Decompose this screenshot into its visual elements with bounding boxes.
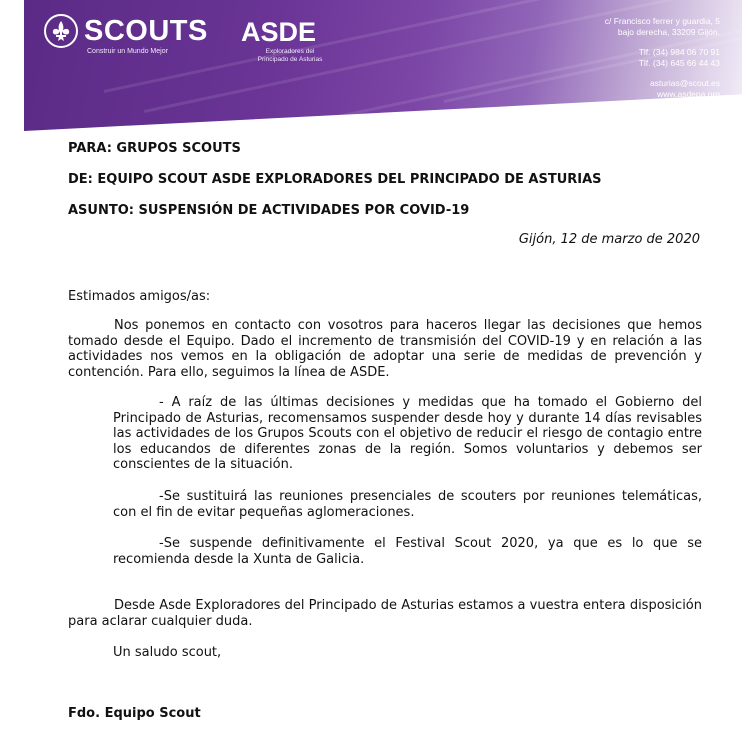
greeting: Estimados amigos/as: — [68, 289, 211, 304]
phone-number: Tlf. (34) 984 06 70 91 — [638, 47, 720, 57]
signature: Fdo. Equipo Scout — [68, 706, 201, 721]
email-address: asturias@scout.es — [649, 78, 720, 88]
measure-paragraph-1: - A raíz de las últimas decisiones y medidas que ha tomado el Gobierno del Principado de Asturias, recomensamos suspender desde hoy y durante 14 días revisables las actividades de los Grupos Scouts con el objetivo de reducir el riesgo de contagio entre los educandos de diferentes zonas de la región. Somos voluntarios y debemos ser conscientes de la situación. — [113, 395, 702, 472]
availability-paragraph: Desde Asde Exploradores del Principado de Asturias estamos a vuestra entera disposición para aclarar cualquier duda. — [68, 598, 702, 629]
asde-subtitle-line: Principado de Asturias — [257, 56, 323, 63]
asde-subtitle-line: Exploradores del — [265, 48, 315, 55]
scouts-wordmark: SCOUTS — [84, 14, 208, 47]
recipient-line: PARA: GRUPOS SCOUTS — [68, 141, 241, 156]
measure-paragraph-2: -Se sustituirá las reuniones presenciales de scouters por reuniones telemáticas, con el fin de evitar pequeñas aglomeraciones. — [113, 489, 702, 520]
measure-paragraph-3: -Se suspende definitivamente el Festival Scout 2020, ya que es lo que se recomienda desde la Xunta de Galicia. — [113, 536, 702, 567]
fleur-de-lis-icon — [44, 14, 78, 48]
phone-number: Tlf. (34) 645 66 44 43 — [638, 58, 720, 68]
letter-date: Gijón, 12 de marzo de 2020 — [518, 232, 700, 247]
intro-paragraph: Nos ponemos en contacto con vosotros para haceros llegar las decisiones que hemos tomado desde el Equipo. Dado el incremento de transmisión del COVID-19 y en relación a las actividades nos vemos en la obligación de adoptar una serie de medidas de prevención y contención. Para ello, seguimos la línea de ASDE. — [68, 318, 702, 380]
sender-line: DE: EQUIPO SCOUT ASDE EXPLORADORES DEL PRINCIPADO DE ASTURIAS — [68, 172, 602, 187]
asde-wordmark: ASDE — [241, 17, 317, 47]
address-line: c/ Francisco ferrer y guardia, 5 — [604, 16, 720, 26]
scouts-logo — [44, 14, 208, 48]
address-line: bajo derecha, 33209 Gijón. — [617, 27, 720, 37]
contact-block — [605, 16, 720, 100]
website: www.asdepa.org — [657, 89, 720, 99]
scouts-tagline: Construir un Mundo Mejor — [87, 48, 168, 55]
closing-line: Un saludo scout, — [113, 645, 222, 660]
subject-line: ASUNTO: SUSPENSIÓN DE ACTIVIDADES POR COVID-19 — [68, 203, 470, 218]
asde-subtitle — [246, 48, 334, 64]
